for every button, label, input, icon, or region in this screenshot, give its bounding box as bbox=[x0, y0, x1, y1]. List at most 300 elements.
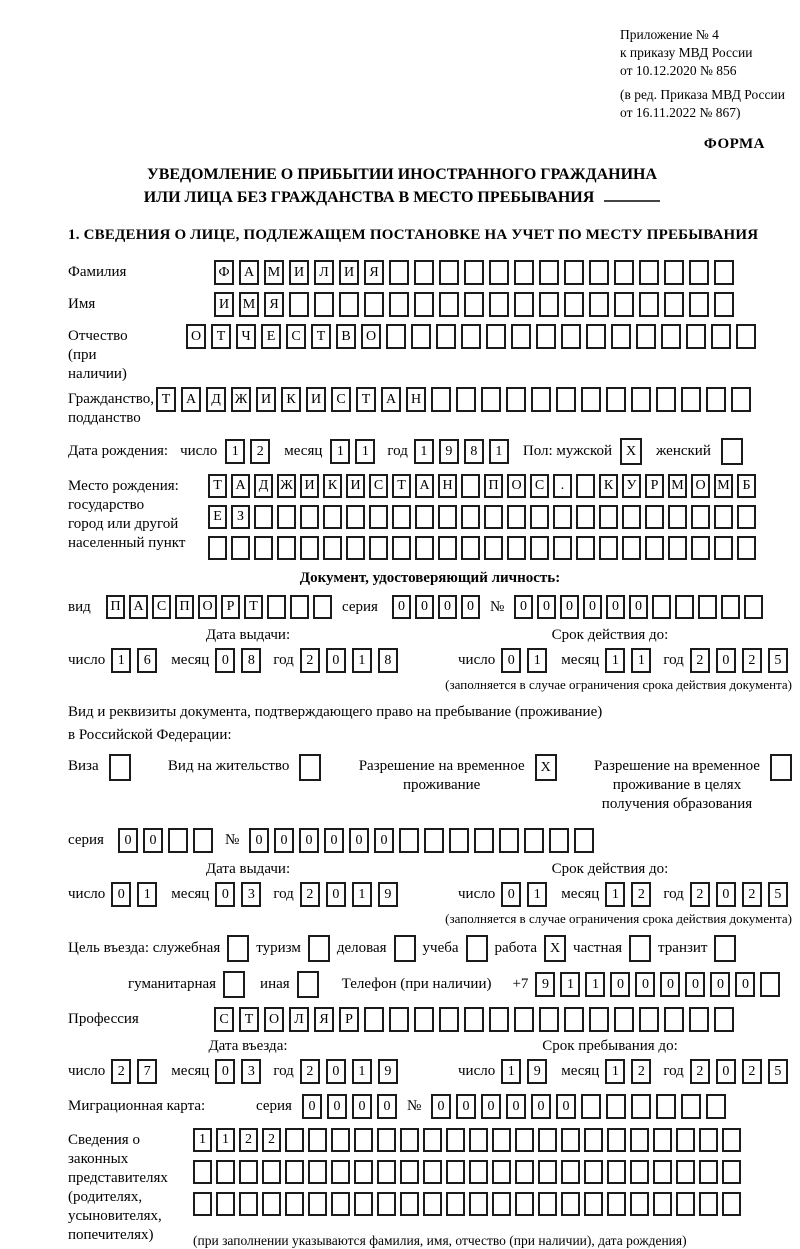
char-cell[interactable] bbox=[474, 828, 494, 853]
char-cell[interactable]: 0 bbox=[326, 1059, 346, 1084]
char-cell[interactable] bbox=[392, 536, 411, 560]
char-cell[interactable] bbox=[400, 1192, 419, 1216]
char-cell[interactable] bbox=[689, 1007, 709, 1032]
char-cell[interactable] bbox=[438, 536, 457, 560]
entry-year-input[interactable] bbox=[300, 1059, 398, 1084]
char-cell[interactable]: 2 bbox=[262, 1128, 281, 1152]
char-cell[interactable] bbox=[489, 1007, 509, 1032]
char-cell[interactable] bbox=[290, 595, 309, 619]
char-cell[interactable]: Р bbox=[339, 1007, 359, 1032]
char-cell[interactable] bbox=[561, 324, 581, 349]
char-cell[interactable] bbox=[411, 324, 431, 349]
birthplace-line3-input[interactable] bbox=[208, 536, 756, 560]
char-cell[interactable]: О bbox=[186, 324, 206, 349]
char-cell[interactable]: С bbox=[331, 387, 351, 412]
char-cell[interactable] bbox=[614, 260, 634, 285]
char-cell[interactable]: 9 bbox=[378, 882, 398, 907]
char-cell[interactable]: 5 bbox=[768, 1059, 788, 1084]
char-cell[interactable] bbox=[400, 1128, 419, 1152]
char-cell[interactable] bbox=[561, 1160, 580, 1184]
char-cell[interactable]: К bbox=[281, 387, 301, 412]
char-cell[interactable]: 0 bbox=[660, 972, 680, 997]
char-cell[interactable] bbox=[331, 1160, 350, 1184]
char-cell[interactable] bbox=[661, 324, 681, 349]
char-cell[interactable]: 0 bbox=[415, 595, 434, 619]
char-cell[interactable] bbox=[760, 972, 780, 997]
char-cell[interactable] bbox=[737, 536, 756, 560]
char-cell[interactable] bbox=[464, 1007, 484, 1032]
char-cell[interactable] bbox=[584, 1160, 603, 1184]
char-cell[interactable] bbox=[656, 387, 676, 412]
char-cell[interactable] bbox=[506, 387, 526, 412]
entry-day-input[interactable] bbox=[111, 1059, 157, 1084]
char-cell[interactable]: 0 bbox=[111, 882, 131, 907]
char-cell[interactable]: 2 bbox=[690, 882, 710, 907]
purpose-work-checkbox[interactable]: X bbox=[544, 935, 566, 962]
birth-month-input[interactable] bbox=[330, 439, 375, 464]
purpose-official-checkbox[interactable] bbox=[227, 935, 249, 962]
char-cell[interactable] bbox=[664, 1007, 684, 1032]
permit-expiry-day-input[interactable] bbox=[501, 882, 547, 907]
char-cell[interactable] bbox=[193, 1160, 212, 1184]
char-cell[interactable]: 2 bbox=[631, 1059, 651, 1084]
char-cell[interactable]: М bbox=[714, 474, 733, 498]
char-cell[interactable] bbox=[193, 1192, 212, 1216]
char-cell[interactable] bbox=[553, 505, 572, 529]
char-cell[interactable] bbox=[581, 1094, 601, 1119]
char-cell[interactable] bbox=[653, 1128, 672, 1152]
patronymic-input[interactable] bbox=[186, 324, 756, 349]
char-cell[interactable] bbox=[389, 260, 409, 285]
char-cell[interactable]: У bbox=[622, 474, 641, 498]
stay-month-input[interactable] bbox=[605, 1059, 651, 1084]
char-cell[interactable] bbox=[531, 387, 551, 412]
char-cell[interactable] bbox=[584, 1128, 603, 1152]
char-cell[interactable] bbox=[714, 1007, 734, 1032]
char-cell[interactable] bbox=[377, 1128, 396, 1152]
char-cell[interactable] bbox=[461, 536, 480, 560]
residence-permit-checkbox[interactable] bbox=[299, 754, 321, 781]
char-cell[interactable] bbox=[414, 260, 434, 285]
char-cell[interactable] bbox=[300, 536, 319, 560]
char-cell[interactable] bbox=[639, 260, 659, 285]
char-cell[interactable]: 0 bbox=[716, 1059, 736, 1084]
char-cell[interactable]: 2 bbox=[250, 439, 270, 464]
char-cell[interactable]: К bbox=[323, 474, 342, 498]
char-cell[interactable] bbox=[331, 1192, 350, 1216]
permit-number-input[interactable] bbox=[249, 828, 594, 853]
gender-female-checkbox[interactable] bbox=[721, 438, 743, 465]
char-cell[interactable]: Л bbox=[314, 260, 334, 285]
char-cell[interactable] bbox=[486, 324, 506, 349]
char-cell[interactable] bbox=[456, 387, 476, 412]
char-cell[interactable] bbox=[584, 1192, 603, 1216]
phone-input[interactable] bbox=[535, 972, 780, 997]
char-cell[interactable]: Т bbox=[239, 1007, 259, 1032]
representatives-line3-input[interactable] bbox=[193, 1192, 741, 1216]
char-cell[interactable]: 1 bbox=[216, 1128, 235, 1152]
char-cell[interactable]: Н bbox=[438, 474, 457, 498]
char-cell[interactable] bbox=[313, 595, 332, 619]
char-cell[interactable] bbox=[499, 828, 519, 853]
char-cell[interactable] bbox=[664, 292, 684, 317]
char-cell[interactable]: С bbox=[214, 1007, 234, 1032]
char-cell[interactable]: 9 bbox=[527, 1059, 547, 1084]
char-cell[interactable] bbox=[676, 1160, 695, 1184]
char-cell[interactable] bbox=[606, 387, 626, 412]
representatives-line1-input[interactable] bbox=[193, 1128, 741, 1152]
char-cell[interactable] bbox=[736, 324, 756, 349]
char-cell[interactable]: 0 bbox=[716, 882, 736, 907]
char-cell[interactable] bbox=[431, 387, 451, 412]
char-cell[interactable] bbox=[622, 536, 641, 560]
char-cell[interactable]: 0 bbox=[629, 595, 648, 619]
char-cell[interactable]: 2 bbox=[742, 648, 762, 673]
char-cell[interactable]: Т bbox=[311, 324, 331, 349]
char-cell[interactable] bbox=[607, 1128, 626, 1152]
expiry-year-input[interactable] bbox=[690, 648, 788, 673]
char-cell[interactable] bbox=[607, 1160, 626, 1184]
char-cell[interactable]: 8 bbox=[464, 439, 484, 464]
char-cell[interactable]: И bbox=[289, 260, 309, 285]
purpose-transit-checkbox[interactable] bbox=[714, 935, 736, 962]
doc-series-input[interactable] bbox=[392, 595, 480, 619]
char-cell[interactable]: Т bbox=[156, 387, 176, 412]
char-cell[interactable]: 0 bbox=[215, 882, 235, 907]
char-cell[interactable] bbox=[481, 387, 501, 412]
char-cell[interactable]: С bbox=[530, 474, 549, 498]
char-cell[interactable] bbox=[399, 828, 419, 853]
purpose-humanitarian-checkbox[interactable] bbox=[223, 971, 245, 998]
char-cell[interactable]: Я bbox=[264, 292, 284, 317]
char-cell[interactable] bbox=[675, 595, 694, 619]
char-cell[interactable] bbox=[511, 324, 531, 349]
char-cell[interactable]: 5 bbox=[768, 882, 788, 907]
purpose-study-checkbox[interactable] bbox=[466, 935, 488, 962]
char-cell[interactable] bbox=[308, 1160, 327, 1184]
char-cell[interactable] bbox=[599, 505, 618, 529]
char-cell[interactable]: 1 bbox=[605, 648, 625, 673]
char-cell[interactable] bbox=[364, 1007, 384, 1032]
char-cell[interactable]: Н bbox=[406, 387, 426, 412]
char-cell[interactable]: 1 bbox=[585, 972, 605, 997]
char-cell[interactable] bbox=[711, 324, 731, 349]
char-cell[interactable] bbox=[737, 505, 756, 529]
char-cell[interactable]: М bbox=[668, 474, 687, 498]
char-cell[interactable] bbox=[611, 324, 631, 349]
char-cell[interactable] bbox=[515, 1160, 534, 1184]
purpose-other-checkbox[interactable] bbox=[297, 971, 319, 998]
char-cell[interactable]: И bbox=[339, 260, 359, 285]
purpose-tourism-checkbox[interactable] bbox=[308, 935, 330, 962]
char-cell[interactable] bbox=[262, 1160, 281, 1184]
char-cell[interactable] bbox=[239, 1160, 258, 1184]
char-cell[interactable] bbox=[461, 505, 480, 529]
char-cell[interactable] bbox=[446, 1128, 465, 1152]
char-cell[interactable] bbox=[676, 1128, 695, 1152]
char-cell[interactable]: 8 bbox=[241, 648, 261, 673]
char-cell[interactable] bbox=[530, 505, 549, 529]
char-cell[interactable] bbox=[354, 1160, 373, 1184]
char-cell[interactable] bbox=[507, 505, 526, 529]
char-cell[interactable] bbox=[300, 505, 319, 529]
char-cell[interactable] bbox=[193, 828, 213, 853]
char-cell[interactable]: 0 bbox=[438, 595, 457, 619]
char-cell[interactable]: Т bbox=[208, 474, 227, 498]
char-cell[interactable]: 0 bbox=[501, 882, 521, 907]
char-cell[interactable] bbox=[631, 387, 651, 412]
char-cell[interactable] bbox=[722, 1160, 741, 1184]
char-cell[interactable]: 1 bbox=[605, 882, 625, 907]
temp-permit-checkbox[interactable]: X bbox=[535, 754, 557, 781]
issue-month-input[interactable] bbox=[215, 648, 261, 673]
char-cell[interactable] bbox=[614, 1007, 634, 1032]
char-cell[interactable] bbox=[308, 1128, 327, 1152]
char-cell[interactable]: 3 bbox=[241, 882, 261, 907]
doc-number-input[interactable] bbox=[514, 595, 763, 619]
char-cell[interactable] bbox=[589, 260, 609, 285]
char-cell[interactable] bbox=[686, 324, 706, 349]
char-cell[interactable]: 0 bbox=[327, 1094, 347, 1119]
char-cell[interactable]: П bbox=[106, 595, 125, 619]
char-cell[interactable]: О bbox=[691, 474, 710, 498]
visa-checkbox[interactable] bbox=[109, 754, 131, 781]
char-cell[interactable] bbox=[681, 1094, 701, 1119]
char-cell[interactable]: 0 bbox=[324, 828, 344, 853]
char-cell[interactable] bbox=[589, 1007, 609, 1032]
char-cell[interactable] bbox=[414, 1007, 434, 1032]
char-cell[interactable] bbox=[645, 536, 664, 560]
char-cell[interactable] bbox=[414, 292, 434, 317]
char-cell[interactable] bbox=[216, 1192, 235, 1216]
char-cell[interactable]: 0 bbox=[326, 882, 346, 907]
char-cell[interactable] bbox=[576, 474, 595, 498]
char-cell[interactable]: 0 bbox=[274, 828, 294, 853]
char-cell[interactable] bbox=[699, 1192, 718, 1216]
char-cell[interactable] bbox=[564, 1007, 584, 1032]
char-cell[interactable] bbox=[606, 1094, 626, 1119]
char-cell[interactable]: 0 bbox=[215, 648, 235, 673]
char-cell[interactable] bbox=[689, 260, 709, 285]
char-cell[interactable]: 1 bbox=[414, 439, 434, 464]
char-cell[interactable] bbox=[262, 1192, 281, 1216]
char-cell[interactable] bbox=[698, 595, 717, 619]
migration-series-input[interactable] bbox=[302, 1094, 397, 1119]
char-cell[interactable]: З bbox=[231, 505, 250, 529]
char-cell[interactable] bbox=[536, 324, 556, 349]
char-cell[interactable]: 8 bbox=[378, 648, 398, 673]
char-cell[interactable]: С bbox=[286, 324, 306, 349]
char-cell[interactable] bbox=[556, 387, 576, 412]
char-cell[interactable] bbox=[564, 292, 584, 317]
char-cell[interactable]: 1 bbox=[330, 439, 350, 464]
expiry-day-input[interactable] bbox=[501, 648, 547, 673]
char-cell[interactable]: 2 bbox=[239, 1128, 258, 1152]
char-cell[interactable]: . bbox=[553, 474, 572, 498]
citizenship-input[interactable] bbox=[156, 387, 751, 412]
char-cell[interactable]: 0 bbox=[326, 648, 346, 673]
char-cell[interactable] bbox=[364, 292, 384, 317]
char-cell[interactable]: 0 bbox=[685, 972, 705, 997]
char-cell[interactable]: Т bbox=[211, 324, 231, 349]
char-cell[interactable] bbox=[731, 387, 751, 412]
char-cell[interactable]: Я bbox=[314, 1007, 334, 1032]
char-cell[interactable] bbox=[530, 536, 549, 560]
char-cell[interactable] bbox=[285, 1128, 304, 1152]
char-cell[interactable] bbox=[254, 536, 273, 560]
char-cell[interactable] bbox=[539, 260, 559, 285]
surname-input[interactable] bbox=[214, 260, 734, 285]
representatives-line2-input[interactable] bbox=[193, 1160, 741, 1184]
char-cell[interactable] bbox=[607, 1192, 626, 1216]
char-cell[interactable] bbox=[231, 536, 250, 560]
char-cell[interactable] bbox=[285, 1192, 304, 1216]
char-cell[interactable]: 0 bbox=[537, 595, 556, 619]
birth-year-input[interactable] bbox=[414, 439, 509, 464]
char-cell[interactable] bbox=[415, 505, 434, 529]
char-cell[interactable]: М bbox=[239, 292, 259, 317]
char-cell[interactable] bbox=[377, 1192, 396, 1216]
char-cell[interactable]: 1 bbox=[605, 1059, 625, 1084]
char-cell[interactable]: 0 bbox=[606, 595, 625, 619]
char-cell[interactable]: 0 bbox=[299, 828, 319, 853]
char-cell[interactable] bbox=[664, 260, 684, 285]
char-cell[interactable]: Р bbox=[645, 474, 664, 498]
char-cell[interactable]: О bbox=[264, 1007, 284, 1032]
char-cell[interactable]: 0 bbox=[514, 595, 533, 619]
char-cell[interactable]: Д bbox=[254, 474, 273, 498]
char-cell[interactable]: 9 bbox=[535, 972, 555, 997]
birthplace-line2-input[interactable] bbox=[208, 505, 756, 529]
char-cell[interactable] bbox=[492, 1160, 511, 1184]
char-cell[interactable]: 1 bbox=[527, 648, 547, 673]
char-cell[interactable] bbox=[369, 505, 388, 529]
char-cell[interactable]: 2 bbox=[690, 1059, 710, 1084]
permit-expiry-month-input[interactable] bbox=[605, 882, 651, 907]
char-cell[interactable] bbox=[561, 1128, 580, 1152]
char-cell[interactable] bbox=[691, 505, 710, 529]
char-cell[interactable] bbox=[308, 1192, 327, 1216]
char-cell[interactable]: 2 bbox=[742, 1059, 762, 1084]
char-cell[interactable] bbox=[676, 1192, 695, 1216]
char-cell[interactable]: 1 bbox=[352, 882, 372, 907]
char-cell[interactable]: 1 bbox=[111, 648, 131, 673]
char-cell[interactable]: И bbox=[306, 387, 326, 412]
char-cell[interactable] bbox=[438, 505, 457, 529]
char-cell[interactable] bbox=[630, 1160, 649, 1184]
char-cell[interactable]: 1 bbox=[355, 439, 375, 464]
char-cell[interactable]: В bbox=[336, 324, 356, 349]
char-cell[interactable]: А bbox=[415, 474, 434, 498]
char-cell[interactable] bbox=[492, 1128, 511, 1152]
char-cell[interactable] bbox=[515, 1128, 534, 1152]
char-cell[interactable]: 2 bbox=[300, 882, 320, 907]
char-cell[interactable]: 0 bbox=[215, 1059, 235, 1084]
char-cell[interactable] bbox=[377, 1160, 396, 1184]
char-cell[interactable] bbox=[339, 292, 359, 317]
char-cell[interactable]: 0 bbox=[556, 1094, 576, 1119]
char-cell[interactable] bbox=[668, 505, 687, 529]
char-cell[interactable] bbox=[714, 260, 734, 285]
char-cell[interactable] bbox=[744, 595, 763, 619]
char-cell[interactable]: 1 bbox=[137, 882, 157, 907]
char-cell[interactable] bbox=[354, 1192, 373, 1216]
char-cell[interactable]: 2 bbox=[690, 648, 710, 673]
char-cell[interactable] bbox=[639, 292, 659, 317]
char-cell[interactable]: С bbox=[369, 474, 388, 498]
char-cell[interactable] bbox=[289, 292, 309, 317]
char-cell[interactable]: 0 bbox=[349, 828, 369, 853]
char-cell[interactable] bbox=[689, 292, 709, 317]
char-cell[interactable] bbox=[549, 828, 569, 853]
char-cell[interactable] bbox=[539, 1007, 559, 1032]
char-cell[interactable]: 0 bbox=[143, 828, 163, 853]
char-cell[interactable] bbox=[267, 595, 286, 619]
char-cell[interactable]: 2 bbox=[111, 1059, 131, 1084]
char-cell[interactable]: 0 bbox=[392, 595, 411, 619]
purpose-business-checkbox[interactable] bbox=[394, 935, 416, 962]
char-cell[interactable]: Б bbox=[737, 474, 756, 498]
char-cell[interactable] bbox=[538, 1160, 557, 1184]
char-cell[interactable]: 1 bbox=[631, 648, 651, 673]
char-cell[interactable] bbox=[622, 505, 641, 529]
char-cell[interactable]: Т bbox=[244, 595, 263, 619]
char-cell[interactable] bbox=[392, 505, 411, 529]
char-cell[interactable] bbox=[168, 828, 188, 853]
char-cell[interactable] bbox=[722, 1128, 741, 1152]
char-cell[interactable] bbox=[423, 1192, 442, 1216]
char-cell[interactable] bbox=[415, 536, 434, 560]
char-cell[interactable]: 0 bbox=[249, 828, 269, 853]
permit-expiry-year-input[interactable] bbox=[690, 882, 788, 907]
char-cell[interactable] bbox=[630, 1128, 649, 1152]
char-cell[interactable] bbox=[524, 828, 544, 853]
char-cell[interactable]: 0 bbox=[461, 595, 480, 619]
char-cell[interactable]: 1 bbox=[225, 439, 245, 464]
char-cell[interactable]: 1 bbox=[501, 1059, 521, 1084]
char-cell[interactable]: 0 bbox=[635, 972, 655, 997]
char-cell[interactable] bbox=[484, 536, 503, 560]
char-cell[interactable]: 0 bbox=[583, 595, 602, 619]
char-cell[interactable] bbox=[589, 292, 609, 317]
char-cell[interactable] bbox=[681, 387, 701, 412]
char-cell[interactable] bbox=[614, 292, 634, 317]
char-cell[interactable] bbox=[386, 324, 406, 349]
char-cell[interactable]: 9 bbox=[378, 1059, 398, 1084]
char-cell[interactable] bbox=[323, 536, 342, 560]
char-cell[interactable]: Р bbox=[221, 595, 240, 619]
char-cell[interactable]: 0 bbox=[431, 1094, 451, 1119]
char-cell[interactable] bbox=[346, 505, 365, 529]
char-cell[interactable] bbox=[254, 505, 273, 529]
migration-number-input[interactable] bbox=[431, 1094, 726, 1119]
char-cell[interactable]: 0 bbox=[352, 1094, 372, 1119]
char-cell[interactable] bbox=[446, 1160, 465, 1184]
char-cell[interactable]: А bbox=[129, 595, 148, 619]
char-cell[interactable]: 2 bbox=[300, 1059, 320, 1084]
char-cell[interactable]: Д bbox=[206, 387, 226, 412]
char-cell[interactable]: 0 bbox=[456, 1094, 476, 1119]
char-cell[interactable] bbox=[722, 1192, 741, 1216]
char-cell[interactable] bbox=[668, 536, 687, 560]
char-cell[interactable]: 0 bbox=[610, 972, 630, 997]
char-cell[interactable]: 0 bbox=[302, 1094, 322, 1119]
char-cell[interactable] bbox=[492, 1192, 511, 1216]
char-cell[interactable] bbox=[581, 387, 601, 412]
permit-issue-month-input[interactable] bbox=[215, 882, 261, 907]
char-cell[interactable] bbox=[515, 1192, 534, 1216]
char-cell[interactable]: 2 bbox=[742, 882, 762, 907]
